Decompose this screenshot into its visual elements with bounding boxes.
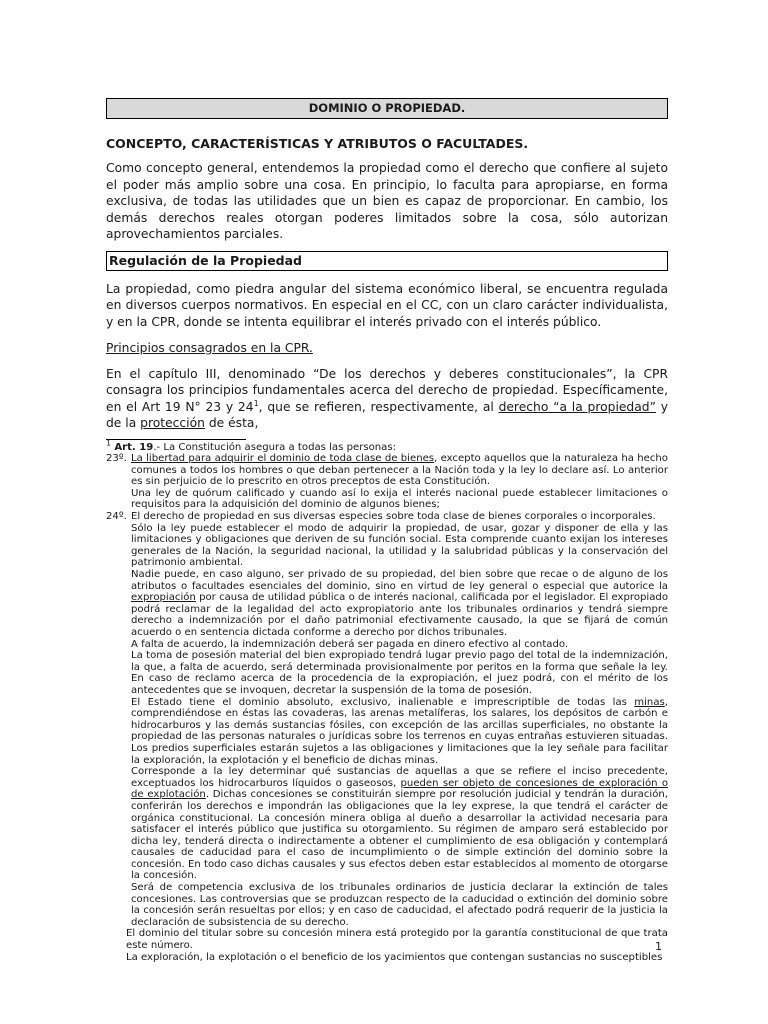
footnote-divider [106,439,246,440]
footnote-header [106,438,668,454]
footnote-item-23 [106,453,668,511]
underlined-concesiones: pueden ser objeto de concesiones de exploración o de explotación [131,777,668,801]
underlined-proteccion: protección [140,416,205,430]
paragraph-principios-start: En el capítulo III, denominado “De los derechos y deberes constitucionales”, la CPR consagra los principios fundamentales acerca del derecho de propiedad. Específicamente, en el Art 19 N° 23 y 24 [106,366,668,414]
page-title: DOMINIO O PROPIEDAD. [106,98,668,119]
underlined-expropiacion: expropiación [131,592,196,604]
footnote-24-paragraph-6 [131,697,668,767]
footnote-24-p3-end: por causa de utilidad pública o de interés nacional, calificada por el legislador. El expropiado podrá reclamar de la legalidad del acto expropiatorio ante los tribunales ordinarios y tendrá siempre derecho a indemnización por el daño patrimonial efectivamente causado, la que se fijará de común acuerdo o en sentencia dictada conforme a derecho por dichos tribunales. [131,592,668,638]
footnote-number-24: 24º. [106,511,127,523]
section-heading-regulacion: Regulación de la Propiedad [106,251,668,271]
footnote-24-paragraph-2: Sólo la ley puede establecer el modo de adquirir la propiedad, de usar, gozar y disponer de ella y las limitaciones y obligaciones que deriven de su función social. Esta comprende cuanto exijan los intereses generales de la Nación, la seguridad nacional, la utilidad y la salubridad públicas y la conservación del patrimonio ambiental. [131,522,668,569]
footnote-24-paragraph-5: La toma de posesión material del bien expropiado tendrá lugar previo pago del total de la indemnización, la que, a falta de acuerdo, será determinada provisionalmente por peritos en la forma que señale la ley. En caso de reclamo acerca de la procedencia de la expropiación, el juez podrá, con el mérito de los antecedentes que se invoquen, decretar la suspensión de la toma de posesión. [131,650,668,696]
paragraph-regulacion: La propiedad, como piedra angular del sistema económico liberal, se encuentra regulada en diversos cuerpos normativos. En especial en el CC, con un claro carácter individualista, y en la CPR, donde se intenta equilibrar el interés privado con el interés público. [106,281,668,329]
footnote-23-text: , excepto aquellos que la naturaleza ha hecho comunes a todos los hombres o que deban pertenecer a la Nación toda y la ley lo declare así. Lo anterior es sin perjuicio de lo prescrito en otros preceptos de esta Constitución. [131,453,668,488]
footnote-24-paragraph-4: A falta de acuerdo, la indemnización deberá ser pagada en dinero efectivo al contado. [131,638,569,650]
footnote-24-paragraph-8: Será de competencia exclusiva de los tribunales ordinarios de justicia declarar la extinción de tales concesiones. Las controversias que se produzcan respecto de la caducidad o extinción del dominio sobre la concesión serán resueltas por ellos; y en caso de caducidad, el afectado podrá requerir de la justicia la declaración de subsistencia de su derecho. [131,882,668,928]
footnote-24-paragraph-3 [131,569,668,639]
footnote-article: Art. 19 [114,441,154,453]
footnote-24-p6-end: , comprendiéndose en éstas las covaderas, las arenas metalíferas, los salares, los depósitos de carbón e hidrocarburos y las demás sustancias fósiles, con excepción de las arcillas superficiales, no obstante la propiedad de las personas naturales o jurídicas sobre los terrenos en cuyas entrañas estuvieren situadas. Los predios superficiales estarán sujetos a las obligaciones y limitaciones que la ley señale para facilitar la exploración, la explotación y el beneficio de dichas minas. [131,696,668,766]
footnote-item-24 [106,511,668,928]
footnote-24-p7-start: Corresponde a la ley determinar qué sustancias de aquellas a que se refiere el inciso precedente, exceptuados los hidrocarburos líquidos o gaseosos, [131,766,668,789]
section-heading-concepto: CONCEPTO, CARACTERÍSTICAS Y ATRIBUTOS O FACULTADES. [106,136,529,151]
paragraph-principios-mid: , que se refieren, respectivamente, al [258,399,499,414]
subheading-principios: Principios consagrados en la CPR. [106,341,313,355]
underlined-derecho-propiedad: derecho “a la propiedad” [498,399,656,414]
document-page [106,98,668,963]
footnote-marker: 1 [106,438,112,448]
page-number: 1 [655,940,662,953]
paragraph-principios-end: de ésta, [204,416,259,430]
footnote [106,438,668,964]
footnote-tail-2: La exploración, la explotación o el beneficio de los yacimientos que contengan sustancias no susceptibles [126,951,663,963]
paragraph-principios-and: y de la [106,399,668,430]
footnote-intro: .- La Constitución asegura a todas las personas: [153,441,397,453]
paragraph-concepto: Como concepto general, entendemos la propiedad como el derecho que confiere al sujeto el poder más amplio sobre una cosa. En principio, lo faculta para apropiarse, en forma exclusiva, de todas las utilidades que un bien es capaz de proporcionar. En cambio, los demás derechos reales otorgan poderes limitados sobre la cosa, sólo autorizan aprovechamientos parciales. [106,161,668,241]
footnote-number-23: 23º. [106,453,127,465]
footnote-23-paragraph-2: Una ley de quórum calificado y cuando así lo exija el interés nacional puede establecer limitaciones o requisitos para la adquisición del dominio de algunos bienes; [131,487,668,511]
footnote-tail-1: El dominio del titular sobre su concesión minera está protegido por la garantía constitucional de que trata este número. [126,928,668,952]
paragraph-principios [106,366,668,432]
underlined-minas: minas [634,696,665,708]
footnote-24-p3-start: Nadie puede, en caso alguno, ser privado de su propiedad, del bien sobre que recae o de alguno de los atributos o facultades esenciales del dominio, sino en virtud de ley general o especial que autorice la [131,569,668,592]
footnote-24-paragraph-7 [131,766,668,882]
footnote-24-p7-end: . Dichas concesiones se constituirán siempre por resolución judicial y tendrán la duración, conferirán los derechos e impondrán las obligaciones que la ley exprese, la que tendrá el carácter de orgánica constitucional. La concesión minera obliga al dueño a desarrollar la actividad necesaria para satisfacer el interés público que justifica su otorgamiento. Su régimen de amparo será establecido por dicha ley, tenderá directa o indirectamente a obtener el cumplimiento de esa obligación y contemplará causales de caducidad para el caso de incumplimiento o de simple extinción del dominio sobre la concesión. En todo caso dichas causales y sus efectos deben estar establecidos al momento de otorgarse la concesión. [131,789,668,882]
footnote-24-paragraph-1: El derecho de propiedad en sus diversas especies sobre toda clase de bienes corporales o incorporales. [131,511,656,523]
footnote-24-p6-start: El Estado tiene el dominio absoluto, exclusivo, inalienable e imprescriptible de todas las [131,696,635,708]
footnote-reference[interactable]: 1 [253,398,259,408]
underlined-libertad: La libertad para adquirir el dominio de toda clase de bienes [131,453,435,465]
